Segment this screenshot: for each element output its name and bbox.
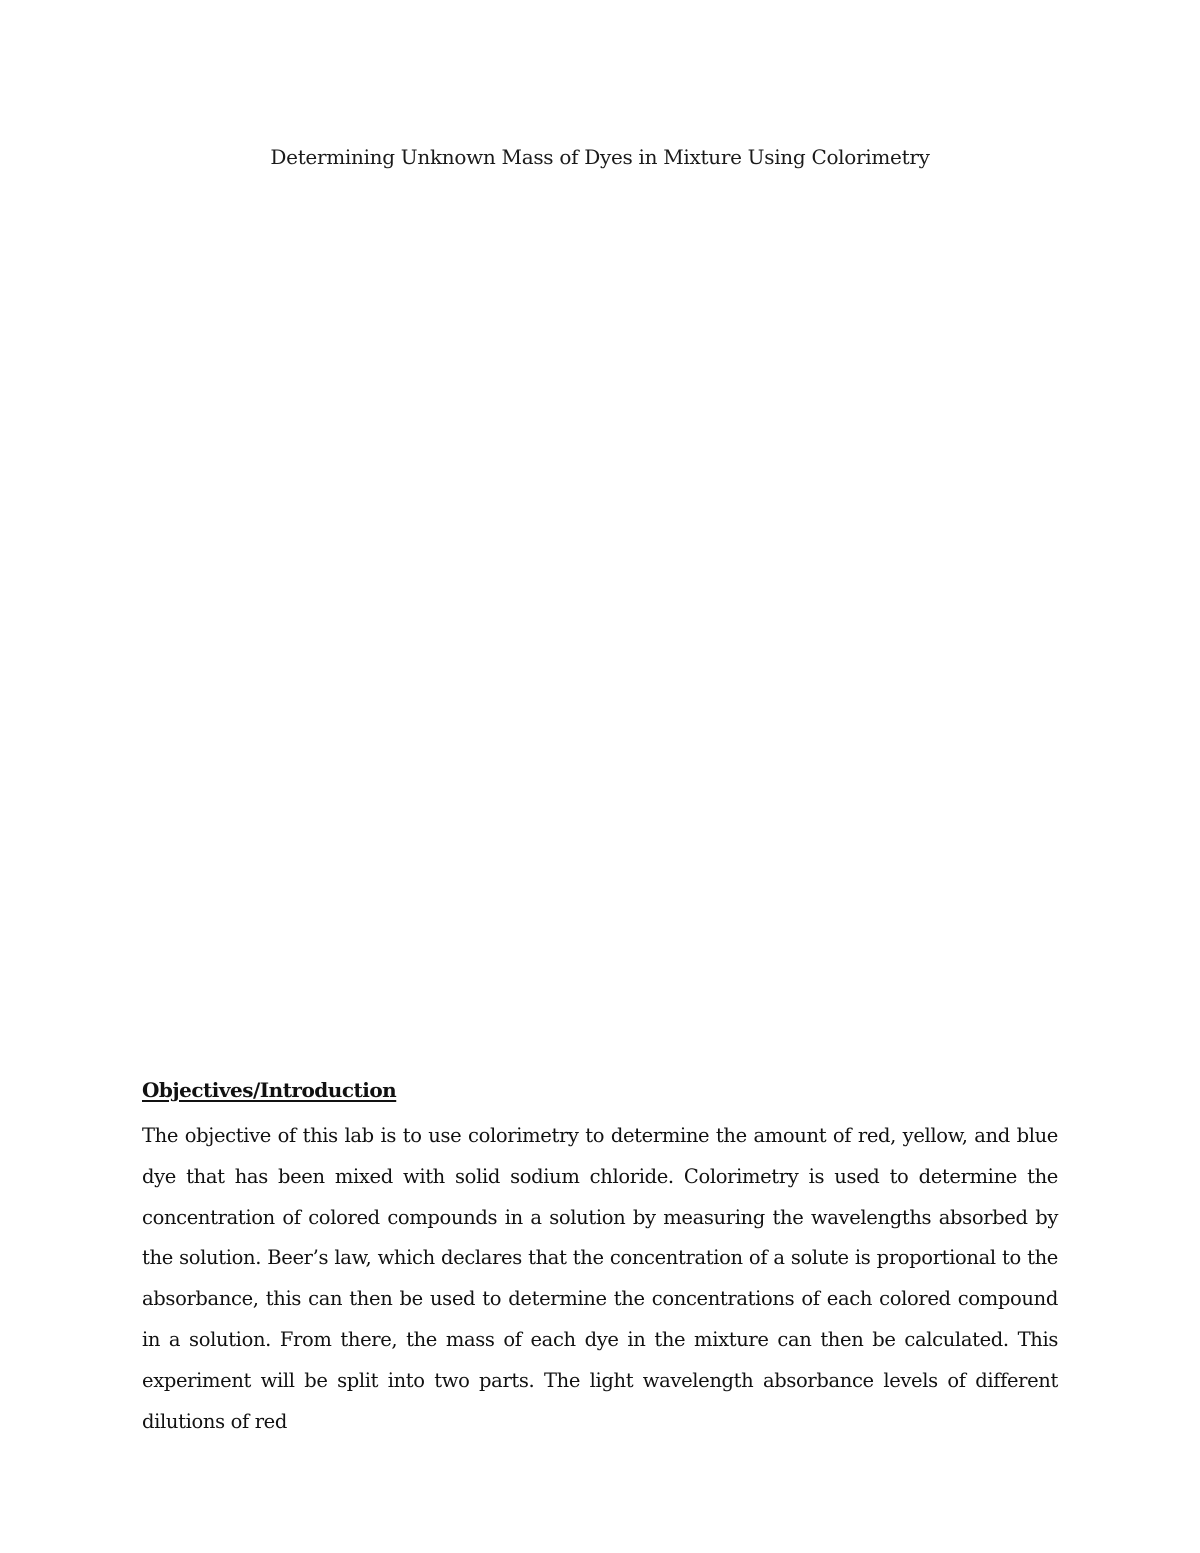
section-paragraph: The objective of this lab is to use colorimetry to determine the amount of red, yellow, and blue dye that has been mixed with solid sodium chloride. Colorimetry is used to determine the concentration of colored compounds in a solution by measuring the wavelengths absorbed by the solution. Beer’s law, which declares that the concentration of a solute is proportional to the absorbance, this can then be used to determine the concentrations of each colored compound in a solution. From there, the mass of each dye in the mixture can then be calculated. This experiment will be split into two parts. The light wavelength absorbance levels of different dilutions of red [142,1124,1058,1433]
document-title: Determining Unknown Mass of Dyes in Mixture Using Colorimetry [270,145,930,169]
section-heading: Objectives/Introduction [142,1078,397,1102]
objectives-section [142,1076,1058,1442]
